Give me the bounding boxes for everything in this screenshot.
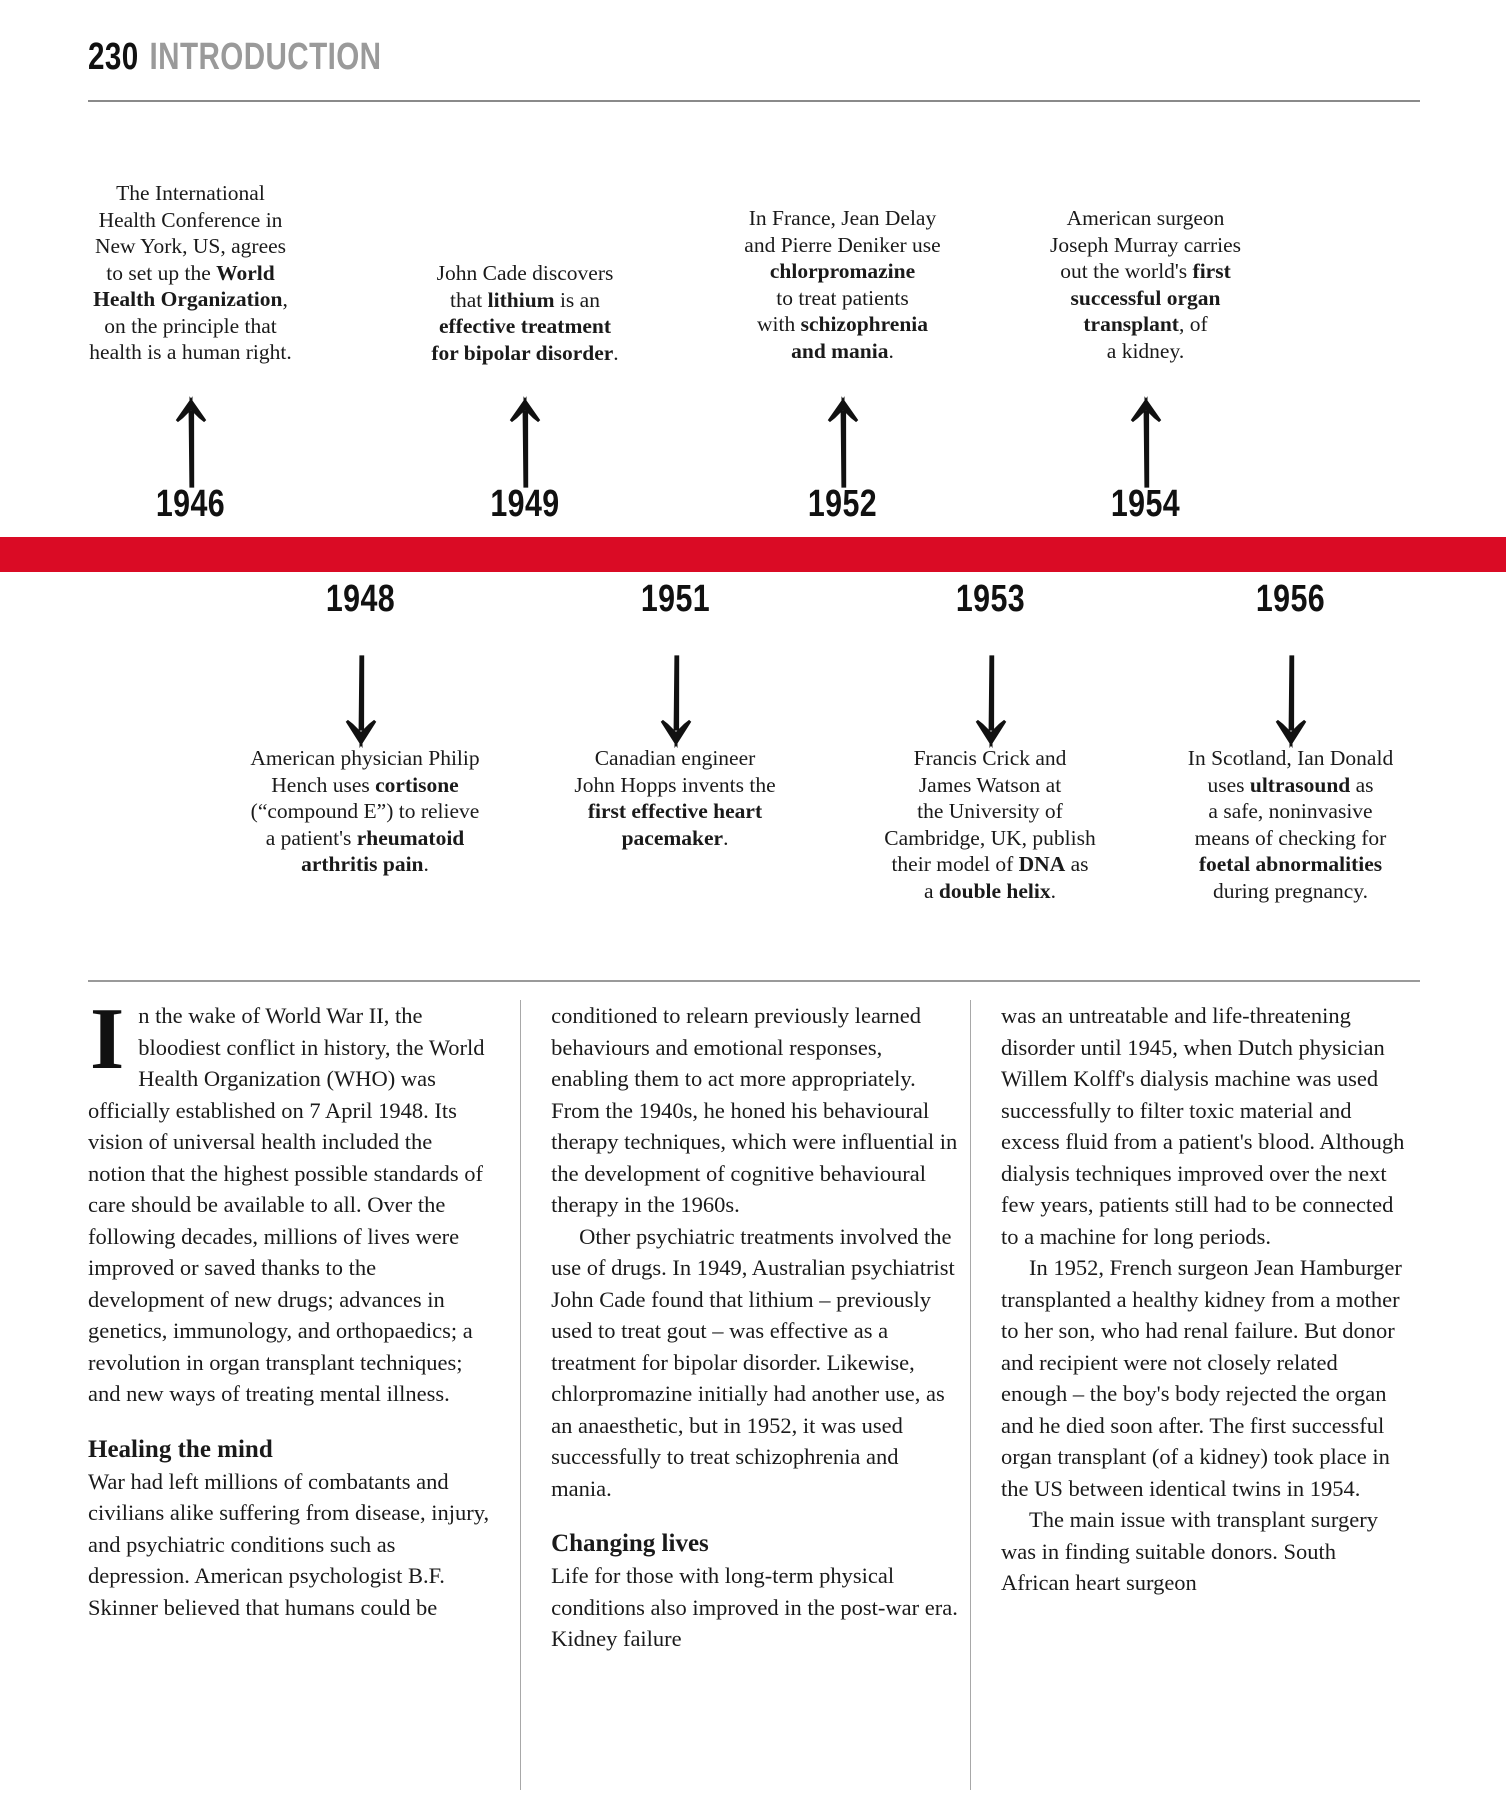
timeline-entry-1954 bbox=[1018, 205, 1273, 364]
header-divider bbox=[88, 100, 1420, 102]
body-column-3 bbox=[970, 1000, 1420, 1790]
arrow-down-1951 bbox=[563, 655, 788, 755]
timeline-entry-text: American surgeon Joseph Murray carries out the world's first successful organ transplant, of a kidney. bbox=[1049, 206, 1242, 363]
body-columns bbox=[88, 1000, 1420, 1790]
arrow-down-1956 bbox=[1178, 655, 1403, 755]
timeline-entry-text: The International Health Conference in New York, US, agrees to set up the World Health Organization, on the principle that health is a human right. bbox=[89, 181, 292, 364]
timeline-entry-text: American physician Philip Hench uses cortisone (“compound E”) to relieve a patient's rheumatoid arthritis pain. bbox=[250, 746, 480, 876]
arrow-down-icon bbox=[1273, 655, 1309, 750]
timeline-entry-text: In Scotland, Ian Donald uses ultrasound as a safe, noninvasive means of checking for foetal abnormalities during pregnancy. bbox=[1187, 746, 1394, 903]
arrow-down-icon bbox=[973, 655, 1009, 750]
arrow-up-icon bbox=[825, 390, 861, 490]
timeline-year-1946: 1946 bbox=[155, 483, 226, 525]
paragraph: Life for those with long-term physical conditions also improved in the post-war era. Kidney failure bbox=[551, 1563, 958, 1651]
timeline-entry-text: Francis Crick and James Watson at the University of Cambridge, UK, publish their model of DNA as a double helix. bbox=[884, 746, 1096, 903]
timeline-axis-bar bbox=[0, 537, 1506, 572]
timeline-year-1954: 1954 bbox=[1110, 483, 1181, 525]
section-heading: Healing the mind bbox=[88, 1435, 273, 1463]
arrow-down-icon bbox=[343, 655, 379, 750]
timeline-entry-1948 bbox=[220, 745, 510, 878]
arrow-up-1952 bbox=[715, 390, 970, 495]
timeline-entry-1952 bbox=[715, 205, 970, 364]
arrow-up-icon bbox=[507, 390, 543, 490]
arrow-down-1948 bbox=[248, 655, 473, 755]
arrow-down-1953 bbox=[878, 655, 1103, 755]
paragraph: was an untreatable and life-threatening disorder until 1945, when Dutch physician Willem Kolff's dialysis machine was used successfully to filter toxic material and excess fluid from a patient's blood. Although dialysis techniques improved over the next few years, patients still had to be connected to a machine for long periods. bbox=[1001, 1003, 1405, 1249]
timeline-year-1948: 1948 bbox=[325, 578, 396, 620]
arrow-down-icon bbox=[658, 655, 694, 750]
paragraph: War had left millions of combatants and civilians alike suffering from disease, injury, and psychiatric conditions such as depression. American psychologist B.F. Skinner believed that humans could be bbox=[88, 1468, 490, 1620]
arrow-up-icon bbox=[1128, 390, 1164, 490]
timeline-entry-text: John Cade discovers that lithium is an effective treatment for bipolar disorder. bbox=[431, 261, 619, 365]
timeline-year-1953: 1953 bbox=[955, 578, 1026, 620]
arrow-up-1949 bbox=[400, 390, 650, 495]
arrow-up-1954 bbox=[1018, 390, 1273, 495]
drop-cap: I bbox=[90, 1000, 125, 1088]
paragraph: In 1952, French surgeon Jean Hamburger transplanted a healthy kidney from a mother to her son, who had renal failure. But donor and recipient were not closely related enough – the boy's body rejected the organ and he died soon after. The first successful organ transplant (of a kidney) took place in the US between identical twins in 1954. bbox=[1001, 1255, 1402, 1501]
timeline-entry-1946 bbox=[78, 180, 303, 366]
timeline-entry-text: Canadian engineer John Hopps invents the first effective heart pacemaker. bbox=[574, 746, 776, 850]
timeline-year-1951: 1951 bbox=[640, 578, 711, 620]
page-number: 230 bbox=[88, 36, 139, 78]
paragraph: Other psychiatric treatments involved the use of drugs. In 1949, Australian psychiatrist John Cade found that lithium – previously used to treat gout – was effective as a treatment for bipolar disorder. Likewise, chlorpromazine initially had another use, as an anaesthetic, but in 1952, it was used successfully to treat schizophrenia and mania. bbox=[551, 1223, 955, 1501]
timeline-entry-1953 bbox=[865, 745, 1115, 904]
timeline-year-1952: 1952 bbox=[807, 483, 878, 525]
paragraph: conditioned to relearn previously learned behaviours and emotional responses, enabling them to act more appropriately. From the 1940s, he honed his behavioural therapy techniques, which were influential in the development of cognitive behavioural therapy in the 1960s. bbox=[551, 1003, 958, 1217]
page-title: INTRODUCTION bbox=[149, 36, 382, 78]
timeline-year-1949: 1949 bbox=[490, 483, 560, 525]
page-header bbox=[88, 38, 1418, 76]
timeline-entry-1949 bbox=[400, 260, 650, 366]
timeline-year-1956: 1956 bbox=[1255, 578, 1326, 620]
timeline-entry-1951 bbox=[550, 745, 800, 851]
timeline-entry-1956 bbox=[1163, 745, 1418, 904]
body-divider bbox=[88, 980, 1420, 982]
body-column-2 bbox=[520, 1000, 970, 1790]
paragraph: n the wake of World War II, the bloodiest conflict in history, the World Health Organization (WHO) was officially established on 7 April 1948. Its vision of universal health included the notion that the highest possible standards of care should be available to all. Over the following decades, millions of lives were improved or saved thanks to the development of new drugs; advances in genetics, immunology, and orthopaedics; a revolution in organ transplant techniques; and new ways of treating mental illness. bbox=[88, 1003, 485, 1406]
paragraph: The main issue with transplant surgery was in finding suitable donors. South African heart surgeon bbox=[1001, 1507, 1378, 1595]
arrow-up-1946 bbox=[78, 390, 303, 495]
arrow-up-icon bbox=[173, 390, 209, 490]
section-heading: Changing lives bbox=[551, 1530, 709, 1557]
header-line bbox=[88, 38, 1125, 76]
body-column-1 bbox=[88, 1000, 520, 1790]
timeline-entry-text: In France, Jean Delay and Pierre Deniker use chlorpromazine to treat patients with schizophrenia and mania. bbox=[744, 206, 941, 363]
